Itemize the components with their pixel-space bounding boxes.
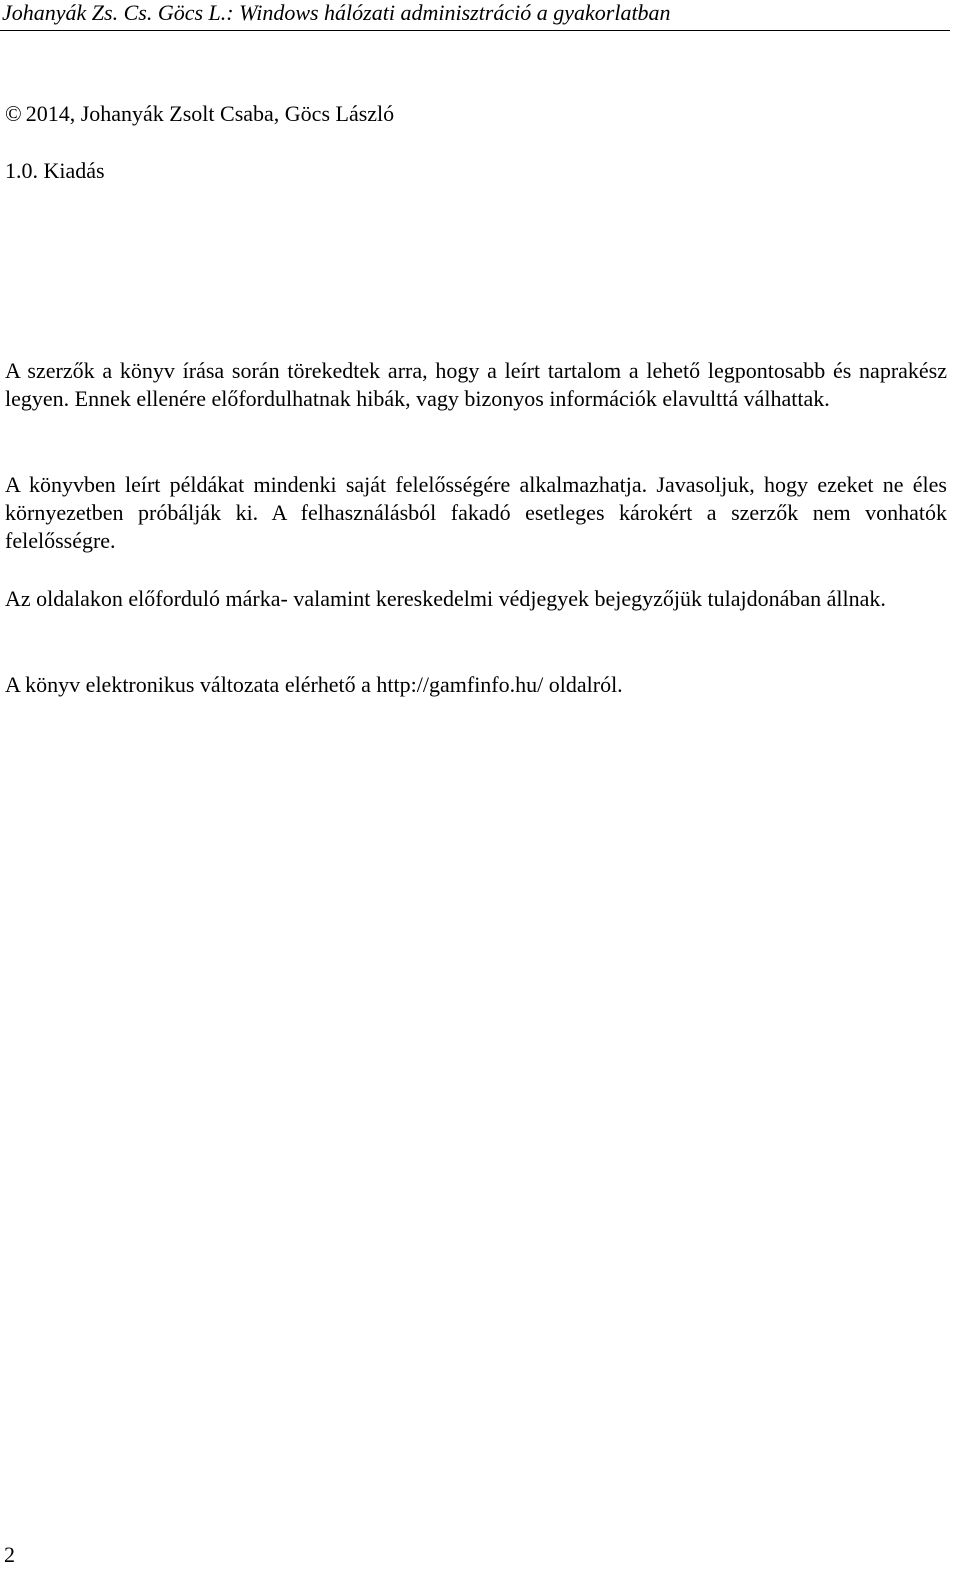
running-title: Johanyák Zs. Cs. Göcs L.: Windows hálózati adminisztráció a gyakorlatban	[2, 0, 671, 25]
disclaimer-responsibility-paragraph: A könyvben leírt példákat mindenki saját felelősségére alkalmazhatja. Javasoljuk, hogy ezeket ne éles környezetben próbálják ki. A felhasználásból fakadó esetleges károkért a szerzők nem vonhatók felelősségre.	[5, 472, 947, 553]
disclaimer-accuracy-paragraph: A szerzők a könyv írása során törekedtek arra, hogy a leírt tartalom a lehető legpontosabb és naprakész legyen. Ennek ellenére előfordulhatnak hibák, vagy bizonyos információk elavulttá válhattak.	[5, 358, 947, 411]
running-header	[0, 0, 950, 31]
copyright-line	[5, 100, 394, 128]
page-number: 2	[4, 1542, 15, 1567]
edition-label: 1.0. Kiadás	[5, 158, 105, 183]
electronic-version-paragraph: A könyv elektronikus változata elérhető a http://gamfinfo.hu/ oldalról.	[5, 672, 623, 697]
copyright-text: 2014, Johanyák Zsolt Csaba, Göcs László	[25, 101, 395, 126]
trademark-paragraph: Az oldalakon előforduló márka- valamint kereskedelmi védjegyek bejegyzőjük tulajdonában állnak.	[5, 586, 886, 611]
copyright-symbol: ©	[5, 101, 22, 126]
